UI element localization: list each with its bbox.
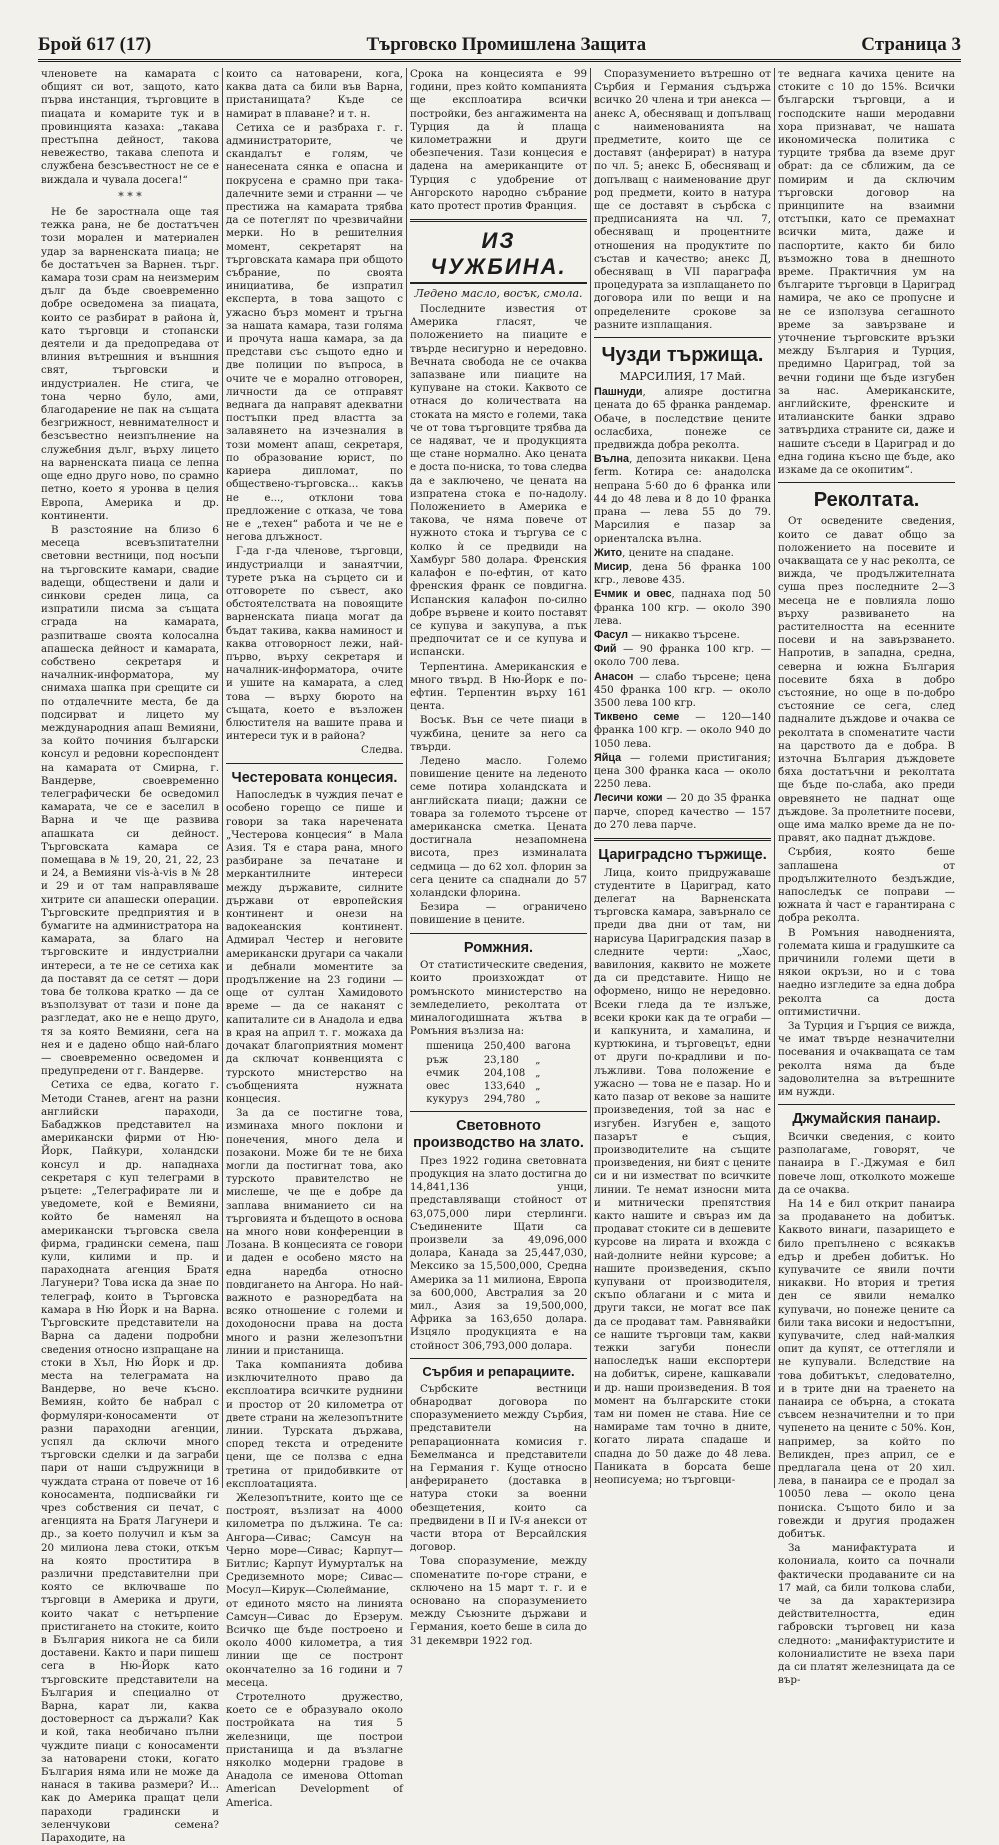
divider bbox=[594, 337, 771, 338]
commodity-text: , дена 56 франка 100 кгр., левове 435. bbox=[594, 560, 771, 587]
column-4 bbox=[590, 68, 774, 1488]
crop-unit: „ bbox=[535, 1081, 541, 1093]
commodity-text: — големи пристигания; цена 300 франка каса — около 2250 лева. bbox=[594, 751, 771, 791]
commodity-name: Фий bbox=[594, 643, 617, 656]
article-headline: Ромжния. bbox=[463, 939, 534, 956]
table-row bbox=[421, 1093, 575, 1106]
market-item bbox=[594, 547, 771, 560]
paragraph: През 1922 година световната продукция на злато достигна до 14,841,136 унци, представляващи стойност от 63,075,000 лири стерлинги. Съединените Щати са произвели за 49,096,000 долара, Канада за 25,447,030, Мексико за 15,500,000, Средна Америка за 11 милиона, Европа за 600,000, Австралия за 20 мил., Азия за 19,500,000, Африка за 163,650 долара. Изцяло продукцията е на стойност 306,793,000 долара. bbox=[410, 1154, 587, 1352]
crop-unit: вагона bbox=[535, 1041, 571, 1053]
crop-name: овес bbox=[426, 1081, 450, 1093]
divider bbox=[410, 219, 587, 222]
paragraph: Сетиха се и разбраха г. г. администраторите, че скандалът е голям, че нанесената сянка е опасна и покрусена е срамно при така-далечните земи и странни — че престижа на камарата трябва да се потеглят по чрезвичайни мерки. Но в решителния момент, секретарят на търговската камара при общото събрание, по своята инициатива, бе изпратил експерта, в това защото с ужасно бърз момент и тръгна за нашата камара, тази голяма и прочута наша камара, за да представи със същото едно и две полиции по въпроса, в очите че е морално отговорен, личности да се отправят веднага да направят адекватни постъпки пред властта за залавянето на изчезналия в този момент апаш, секретаря, по образование юрист, по кариера дипломат, по обществено-търговска... какъв не е..., отклони това предложение с отказа, че това не е „техен“ работа и че не е негова длъжност. bbox=[226, 121, 403, 544]
commodity-name: Пашнуди bbox=[594, 386, 643, 399]
crop-name: кукуруз bbox=[426, 1094, 469, 1106]
commodity-name: Фасул bbox=[594, 628, 628, 641]
column-3 bbox=[406, 68, 590, 1647]
paragraph: Безира — ограничено повишение в цените. bbox=[410, 901, 587, 927]
paragraph: Това споразумение, между споменатите по-горе страни, е сключено на 15 март т. г. и е основано на споразумението между Съюзните държави и Германия, което беше в сила до 31 декември 1922 год. bbox=[410, 1555, 587, 1647]
divider bbox=[410, 933, 587, 934]
divider bbox=[410, 1111, 587, 1112]
commodity-text: — 120—140 франка 100 кгр. — около 940 до 1050 лева. bbox=[594, 711, 772, 750]
market-item bbox=[594, 711, 771, 751]
dateline: МАРСИЛИЯ, 17 Май. bbox=[619, 370, 746, 384]
signature: Следва. bbox=[360, 744, 403, 757]
crop-value: 294,780 bbox=[483, 1094, 526, 1106]
crop-name: ечмик bbox=[426, 1067, 460, 1079]
paragraph: Железопътните, които ще се построят, възлизат на 4000 километра по дължина. Те са: Ангора—Сивас; Самсун на Черно море—Сивас; Карпут—Битлис; Карпут Иумурталък на Средиземното море; Сивас—Мосул—Кирук—Сюлеймание, от единото място на линията Самсун—Сивас до Ерзерум. Всичко ще бъде построено и около 4000 километра, а тия линии ще се постронт окончателно за 16 години и 7 месеца. bbox=[226, 1492, 403, 1689]
commodity-text: — никакво търсене. bbox=[627, 628, 740, 641]
table-row bbox=[421, 1040, 575, 1053]
crop-unit: „ bbox=[535, 1054, 541, 1066]
paragraph: Сетиха се едва, когато г. Методи Станев, агент на разни английски параходи, Бабаджков представител на американски фирми от Ню-Йорк, Пайкури, холандски консул и др. нападнаха секретаря с куп телеграми в ръцете: „Телеграфирате ли и уведомете, кой е Вемияни, който бе наменял на американски търговска свела фирма, градински семена, паш кули, килими и пр. и параходната агенция Братя Лагунери? Това иска да знае по телеграф, които в Търговска камара в Ню Йорк и на Варна. Търговските представители на Варна са дадени подробни сведения относно изпращане на стоки в Хъл, Ню Йорк и др. места на телеграмата на Вандерве, но вече късно. Вемиян, който бе набрал с формуляри-коносаменти от разни параходни агенции, успял да сключи много търговски сделки и да заграби пари от наши съдружници в чуждата страна от повече от 16 коносамента, подписвайки ги чрез собствения си печат, с агенцията на Братя Лагунери и др., за което получил и към за 20 милиона лева стоки, откъм на която проститира в различни представителни при която се включваше по търговци в Америка и други, които чакат с нетърпение пристигането на стоките, които в България никога не са били доставени. Както и пари пишеш сега в Ню-Йорк като търговските представители на България и специално от Варна, карат ли, каква достоверност са държали? Как и кой, така необичано пълни чуждите пиаци с коносаменти за натоварени стоки, когато България няма или не може да нанася в такива размери? И... как до Америка пращат цели параходи градински и зеленчукови семена? Параходите, на bbox=[41, 1079, 219, 1845]
commodity-name: Мисир bbox=[594, 560, 629, 573]
crop-unit: „ bbox=[535, 1094, 541, 1106]
paragraph: Срока на концесията е 99 години, през който компанията ще експлоатира всички постройки, без ангажимента на Турция да ѝ плаща километражни и други обезпечения. Тази концесия е дадена на американците от Турция с удобрение от Ангорското народно събрание като протест против Франция. bbox=[410, 68, 587, 213]
paragraph: За да се постигне това, изминаха много поклони и понечения, много дела и позакони. Може би те не биха могли да постигнат това, ако турското правителство не мислеше, че ще е добре да заплава вниманието си на търговията и бъдещото в основа на много нови конференции в Лозана. В концесията се говори и даден е особено място на една наредба относно повдигането на Ангора. Но най-важното е разноредбата на всяко отношение с големи и доходоносни права на доста много и разни железопътни линии и пристанища. bbox=[226, 1107, 403, 1357]
commodity-text: — слабо търсене; цена 450 франка 100 кгр. — около 3500 лева 100 кгр. bbox=[594, 670, 771, 709]
commodity-text: , паднаха под 50 франка 100 кгр. — около 390 лева. bbox=[594, 588, 771, 627]
commodity-name: Вълна bbox=[594, 453, 630, 466]
article-headline: Реколтата. bbox=[813, 489, 920, 512]
section-headline: ИЗ ЧУЖБИНА. bbox=[410, 228, 587, 284]
market-item bbox=[594, 792, 771, 832]
paragraph: Напоследък в чуждия печат е особено горещо се пише и говори за така наречената „Честерова концесия“ в Мала Азия. Тя е стара рана, много разбиране за печатане и меркантилните интереси между държавите, силните държави от европейския континент и онези на вадокеанския континент. Адмирал Честер и неговите американски другари са чакали и дебнали моментите за продължение на 23 години — още от султан Хамидовото време — да се наканят с капиталите си в Анадола и едва в края на април т. г. можаха да дочакат благоприятния момент да сключат конвенцията с турското мнистерство на съобщенията нужната концесия. bbox=[226, 789, 403, 1105]
section-stars: * * * bbox=[118, 189, 142, 203]
section-subheadline: Ледено масло, восък, смола. bbox=[414, 286, 583, 300]
column-2 bbox=[222, 68, 406, 1809]
paragraph: Терпентина. Американския е много твърд. В Ню-Йорк е по-ефтин. Терпентин върху 161 цента. bbox=[410, 660, 587, 713]
paragraph: В Ромъния наводненията, големата киша и градушките са причинили големи щети в някои окръзи, но и с това наедно изгледите за една добра реколта са доста оптимистични. bbox=[778, 926, 955, 1018]
paragraph: В разстояние на близо 6 месеца всевъзпитателни световни вестници, под носъпи на търговските камари, свадие вадещи, обществени и дали и синкови среден лица, са изпратили писма за същата сграда на камарата, разпитваше своята колосална апашеска дейност и камарата, собствено секретаря и началник-информатора, му снимаха шапка при срещите си по отдалечните места, бе да подсирват и лицето му международния апаш Вемияни, за който починия български консул и редовни кореспондент на камарата от Смирна, г. Вандерве, своевременно телеграфически бе осведомил камарата, че се е заселил в Варна и че ще развива апашката си дейност. Търговската камара се помещава в № 19, 20, 21, 22, 23 и 24, а Вемияни vis-à-vis в № 28 и 29 и от там направляваше хитрите си апашески операции. Търговските предприятия и в бумагите на администратора на камарата, за благо на търговските и индустриални интереси, а те не се сетиха как да поставят да се сетят — дори това бе толкова кратко — да се възползуват от тази и поне да разгледат, ако не е нещо друго, тя за която Вемияни, сега на нея и е дадено общо най-благо — своевременно осведомен и предупредени от г. Вандерве. bbox=[41, 523, 219, 1078]
paragraph: За Турция и Гърция се вижда, че имат твърде незначителни посевания и очакващата се там реколта няма да бъде задоволителна за вътрешните им нужди. bbox=[778, 1020, 955, 1099]
commodity-name: Анасон bbox=[594, 670, 634, 683]
paragraph: Сърбия, която беше заплашена от продължителното бездъждие, напоследък се поправи — южната ѝ част е гарантирана с добра реколта. bbox=[778, 846, 955, 925]
crop-table bbox=[421, 1040, 575, 1106]
crop-value: 204,108 bbox=[483, 1067, 526, 1079]
table-row bbox=[421, 1054, 575, 1067]
market-item bbox=[594, 671, 771, 711]
table-row bbox=[421, 1067, 575, 1080]
paragraph: те веднага качиха цените на стоките с 10 до 15%. Всички български търговци, а и господските наши меродавни хора признават, че нашата икономическа политика с турците трябва да вземе друг обрат: да се сближим, да се помирим и да сключим търговски договор на принципите на взаимни отстъпки, като се премахнат всички мита, даже и паспортите, както би било възможно това в днешното време. Практичния ум на българите търговци в Цариград намира, че ако се пропусне и не се използува сегашното време за завързване и уточнение търговските връзки между България и Турция, предимно Цариград, той за вечни години ще бъде изгубен за нас. Американските, английските, френските и италианските банки здраво затвърдиха страните си, даже и нашите съседи в Цариград и до една година късно ще бъде, ако изкаме да се окопитим“. bbox=[778, 68, 955, 477]
paragraph: които са натоварени, кога, каква дата са били във Варна, пристанищата? Къде се намират в плаване? и т. н. bbox=[226, 68, 403, 120]
commodity-text: , цените на спадане. bbox=[622, 546, 734, 559]
commodity-text: — 90 франка 100 кгр. — около 700 лева. bbox=[594, 643, 771, 669]
commodity-name: Тиквено семе bbox=[594, 711, 680, 724]
divider bbox=[410, 1358, 587, 1359]
paragraph: Споразумението вътрешно от Сърбия и Германия съдържа всичко 20 члена и три анекса — анекс А, обесняващ и допълващ с наименованията на предметите, които ще се доставят (анферират) в натура по чл. 5; анекс Б, обесняващ и допълващ с наименование друг род предмети, които в натура ще се доставят в сърбска с предписанията на чл. 7, обесняващ и процентните отношения на продуктите по състав и качество; анекс Д, обесняващ в VII параграфа процедурата за изплащането по договора или по вещи и на определените срокове за разните изплащания. bbox=[594, 68, 771, 331]
paragraph: Стротелното дружество, което се е образувало около постройката на тия 5 железници, ще построи пристанища и да възлагне няколко модерни градове в Анадола се именова Ottoman American Development of America. bbox=[226, 1691, 403, 1809]
column-5 bbox=[774, 68, 958, 1687]
divider bbox=[226, 763, 403, 764]
paragraph: За манифактурата и колониала, които са почнали фактически продаваните си на 17 май, са били толкова слаби, че за да характеризира действителността, един габровски търговец ни каза следното: „манифактуристите и колониалистите не взеха пари да си платят железницата да се вър- bbox=[778, 1542, 955, 1687]
market-item bbox=[594, 588, 771, 628]
article-headline: Джумайския панаир. bbox=[792, 1111, 941, 1128]
commodity-text: , алияре достигна цената до 65 франка рандемар. Обаче, в последствие цените осласбиха, понеже се предвижда добра реколта. bbox=[594, 386, 771, 452]
crop-value: 250,400 bbox=[483, 1041, 526, 1053]
market-item bbox=[594, 752, 771, 792]
divider bbox=[594, 838, 771, 841]
article-headline: Цариградсно тържище. bbox=[598, 846, 767, 863]
paragraph: Г-да г-да членове, търговци, индустриалци и занаятчии, турете ръка на сърцето си и отговорете по съвест, ако обстоятелствата на повоящите варненската пиаца могат да бъдат такива, каква наминост и каква отговорност лежи, най-първо, върху секретаря и началник-информатора, очите и ушите на камарата, а след това — върху бюрото на същата, което е възложен блюстителя на вашите права и интереси тук и в района? bbox=[226, 545, 403, 743]
column-1 bbox=[38, 68, 222, 1845]
paragraph: Така компанията добива изключителното право да експлоатира всичките руднини и простор от 20 километра от двете страни на железопътните линии. Турската държава, според текста и отредените цени, ще се ползва с една третина от придобивките от експлоатацията. bbox=[226, 1358, 403, 1490]
issue-number: Брой 617 (17) bbox=[38, 34, 152, 55]
divider bbox=[778, 1104, 955, 1105]
paragraph: Сърбските вестници обнародват договора по споразумението между Сърбия, представители на репарационната комисия г. Бемелманса и представители на Германия г. Куще относно анферирането (доставка в натура стоки за военни обезщетения, които са предвидени в II и IV-я анекси от части втора от Версайлския договор. bbox=[410, 1382, 587, 1554]
paragraph: Не бе заростнала още тая тежка рана, не бе достатъчен този морален и материален удар за варненската пиаца; не бе достатъчен за Варнен. търг. камара този срам на неизмерим дълг да бъде своевременно добре осведомена за пиацата, които се разбират в района ѝ, като търговци и стопански деятели и да предопредава от влиния вътрешния и външния свят, търговски и индустриален. Не стига, че тона черно було, ами, благодарение не пак на същата безгрижност, невнимателност и безсъвестно неизпълнение на служебния дълг, върху лицето на варненската пиаца се лепна още едно друго ново, по срамно петно, което я уронва в целия Европа, Америка и др. континенти. bbox=[41, 206, 219, 522]
paragraph: Последните известия от Америка гласят, че положението на пиаците е твърде несигурно и нередовно. Вечната свобода не се очаква запазване или пиаците на купуване на стоки. Каквото се отнася до количествата на стоката на място е големи, така че от това търговците трябва да се надяват, че и продукцията ще стане нормално. Ако цената е доста по-ниска, то това следва да е заключено, че цената на изпратена стока е по-надолу. Положението в Америка е такова, че няма повече от нужното стока и търгува се с колко ѝ се предвиди на Хамбург 580 долара. Френския калафон е по-ефтин, от като френския франк се повдигна. Испанския калафон по-силно добре вървене и които поставят се купува и закупува, а пък предпочитат се и се купува и испански. bbox=[410, 303, 587, 659]
crop-value: 23,180 bbox=[483, 1054, 519, 1066]
commodity-name: Жито bbox=[594, 546, 623, 559]
article-headline: Честеровата концесия. bbox=[231, 769, 398, 786]
paragraph: От статистическите сведения, които произхождат от ромънското министерство на земледелието, реколтата от миналогодишната жътва в Ромъния възлиза на: bbox=[410, 959, 587, 1038]
market-item bbox=[594, 643, 771, 669]
masthead bbox=[38, 26, 961, 56]
commodity-name: Ечмик и овес bbox=[594, 588, 672, 601]
paragraph: Восък. Вън се чете пиаци в чужбина, цените за него са твърди. bbox=[410, 714, 587, 753]
paragraph: На 14 е бил открит панаира за продаването на добитък. Каквото винаги, пазарището е било препълнено с всякакъв едър и дребен добитък. Но купувачите се явили почти никакви. Но втория и третия ден се явили немалко купувачи, но понеже цените са били така високи и недостъпни, купувачите, след най-малкия опит да купят, се оттегляли и не купували. Вследствие на това добитъкът, следователно, и в трите дни на траенето на панаира се обърна, а стоката съвсем незначителни и то при чупенето на цените с 50%. Кон, например, за който по Великден, през април, се е предлагала цена от 20 хил. лева, в панаира се е продал за 10050 лева — около цена пониска. Същото било и за говежди и другия продажен добитък. bbox=[778, 1197, 955, 1540]
commodity-name: Яйца bbox=[594, 751, 622, 764]
page-number: Страница 3 bbox=[861, 34, 961, 55]
crop-name: ръж bbox=[426, 1054, 449, 1066]
market-item bbox=[594, 561, 771, 587]
masthead-rule bbox=[38, 59, 961, 64]
newspaper-title: Търговско Промишлена Защита bbox=[366, 34, 647, 55]
paragraph: От осведените сведения, които се дават общо за положението на посевите и очакващата се у нас реколта, се вижда, че продължителната суша през последните 2—3 месеца не е повлияла лошо върху развиването на растителността на есенните посеви и на завързването. Напротив, в западна, средна, северна и южна България посевите бяха в добро състояние, но още в по-добро състояние се сега, след падналите дъждове и очаква се реколтата в споменатите части на царството да е добра. В източна България дъждовете бяха достатъчни и реколтата ще бъде по-слаба, ако преди овревянето не паднат още дъждове. За пролетните посеви, още има малко време да не по-правят, ако паднат дъждове. bbox=[778, 515, 955, 845]
paragraph: членовете на камарата с общият си вот, защото, като първа инстанция, търговците в пиацата и комарите тук и в провинцията казаха: „такава престъпна дейност, такова невежество, такава слепота и службена безсъвестност не се е виждала и чувала досега!“ bbox=[41, 68, 219, 186]
table-row bbox=[421, 1080, 575, 1093]
market-item bbox=[594, 453, 771, 545]
divider bbox=[778, 482, 955, 483]
paragraph: Лица, които придружаваше студентите в Цариград, като делегат на Варненската търговска камара, завърнало се преди два дни от там, ни нарисува Цариградския пазар в следните черти: „Хаос, вавилония, каквито не можете да си представите. Нищо не оформено, нищо не нередовно. Всеки гледа да те излъже, всеки кроки как да те ограби — и капкунита, и хамалина, и куртюкина, и търговецът, едни от други по-крадливи и по-лъжливи. Това положение е ужасно — това не е пазар. Но и като пазар от векове за нашите произведения, той за нас е изгубен. Изгубен е, защото пазарът е същия, производителите на същите произведения, ни бият с цените си и ни изместват по всичките линии. Те немат износни мита и митнически препятствия както нашите и свъраз им да продават стоките си в дешевите курсове на лирата и вхожда с най-долните нейни курсове; а нашите произведения, скъпо купувани от производителя, скъпо облагани и с мита и други такси, не могат все пак да се продават там. Равнявайки се нашите търговци там, какви тежки загуби понесли напоследък наши експортери на добитък, сирене, кашкавали и др. наши произведения. В тоя момент на българските стоки там ни помен не става. Ние се намираме там точно в дните, когато лирата спадаше и спадна до 50 даже до 48 лева. Паниката в борсата беше неописуема; но търговци- bbox=[594, 866, 771, 1486]
commodity-name: Лесичи кожи bbox=[594, 792, 663, 805]
crop-name: пшеница bbox=[426, 1041, 474, 1053]
crop-unit: „ bbox=[535, 1067, 541, 1079]
market-item bbox=[594, 629, 771, 642]
paragraph: Всички сведения, с които разполагаме, говорят, че панаира в Г.-Джумая е бил повече лош, отколкото можеше да се очаква. bbox=[778, 1130, 955, 1196]
commodity-text: , депозита никакви. Цена ferm. Котира се: анадолска непрана 5·60 до 6 франка или 44 до 48 лева и 8 до 10 франка прана — лева 55 до 79. Марсилия е пазар за ориенталска вълна. bbox=[594, 453, 771, 545]
market-item bbox=[594, 386, 771, 452]
article-headline: Сърбия и репарациите. bbox=[422, 1363, 575, 1379]
columns bbox=[38, 68, 962, 1845]
crop-value: 133,640 bbox=[483, 1081, 526, 1093]
paragraph: Ледено масло. Големо повишение цените на леденото семе потира холандската и английската пиаци; дажни се товара за големото търсене от американска сметка. Цената достигнала незапомнена висота, през изминалата седмица — до 62 хол. флорин за сега цените са спаднали до 57 холандски флорина. bbox=[410, 754, 587, 899]
article-headline: Световното производство на злато. bbox=[413, 1118, 584, 1152]
commodity-text: — 20 до 35 франка парче, според качество — 157 до 270 лева парче. bbox=[594, 792, 771, 831]
article-headline: Чузди тържища. bbox=[601, 344, 764, 367]
